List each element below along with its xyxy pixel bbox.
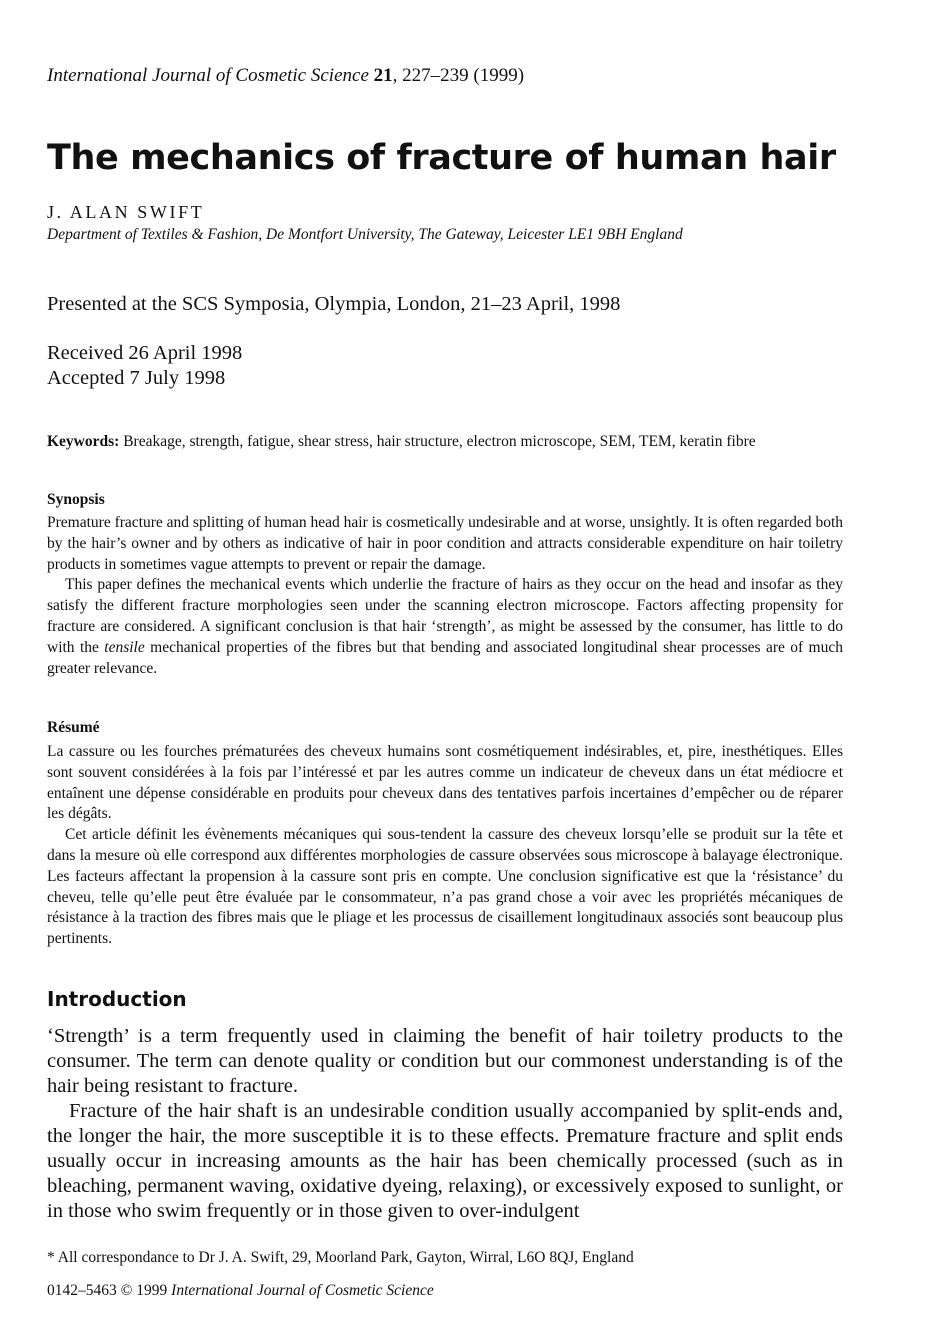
resume-body — [47, 742, 843, 950]
keywords — [47, 432, 843, 453]
received-date: Received 26 April 1998 — [47, 342, 243, 364]
keywords-label: Keywords: — [47, 433, 120, 450]
synopsis-paragraph-2 — [47, 575, 843, 679]
journal-volume: 21 — [373, 65, 393, 86]
synopsis-body — [47, 513, 843, 679]
author-affiliation: Department of Textiles & Fashion, De Montfort University, The Gateway, Leicester LE1 9BH England — [47, 226, 683, 243]
journal-name: International Journal of Cosmetic Science — [47, 65, 369, 86]
footer-journal-name: International Journal of Cosmetic Science — [171, 1282, 434, 1299]
resume-heading: Résumé — [47, 719, 100, 736]
accepted-date: Accepted 7 July 1998 — [47, 367, 226, 389]
correspondence-footnote: * All correspondance to Dr J. A. Swift, 29, Moorland Park, Gayton, Wirral, L6O 8QJ, England — [47, 1249, 634, 1266]
resume-paragraph-2: Cet article définit les évènements mécaniques qui sous-tendent la cassure des cheveux lorsqu’elle se produit sur la tête et dans la mesure où elle correspond aux différentes morphologies de cassure observées sous microscope à balayage électronique. Les facteurs affectant la propension à la cassure sont pris en compte. Une conclusion significative est que la ‘résistance’ du cheveu, telle qu’elle peut être évaluée par le consommateur, n’a pas grand chose a voir avec les propriétés mécaniques de résistance à la traction des fibres mais que le pliage et les processus de cisaillement longitudinaux associés sont beaucoup plus pertinents. — [47, 826, 843, 948]
introduction-paragraph-2: Fracture of the hair shaft is an undesirable condition usually accompanied by split-ends and, the longer the hair, the more susceptible it is to these effects. Premature fracture and split ends usually occur in increasing amounts as the hair has been chemically processed (such as in bleaching, permanent waving, oxidative dyeing, relaxing), or excessively exposed to sunlight, or in those who swim frequently or in those given to over-indulgent — [47, 1100, 843, 1222]
synopsis-paragraph-2-part-b: mechanical properties of the fibres but that bending and associated longitudinal shear processes are of much greater relevance. — [47, 638, 843, 677]
synopsis-heading: Synopsis — [47, 491, 105, 508]
article-author: J. ALAN SWIFT — [47, 202, 205, 222]
presented-note: Presented at the SCS Symposia, Olympia, London, 21–23 April, 1998 — [47, 293, 621, 315]
synopsis-emphasis: tensile — [104, 638, 145, 656]
synopsis-paragraph-1: Premature fracture and splitting of human head hair is cosmetically undesirable and at worse, unsightly. It is often regarded both by the hair’s owner and by others as indicative of hair in poor condition and attracts considerable expenditure on hair toiletry products in sometimes vague attempts to prevent or repair the damage. — [47, 514, 843, 573]
journal-citation — [47, 64, 524, 88]
copyright-line — [47, 1281, 434, 1301]
journal-pages-year: , 227–239 (1999) — [392, 65, 525, 86]
resume-paragraph-1: La cassure ou les fourches prématurées des cheveux humains sont cosmétiquement indésirables, et, pire, inesthétiques. Elles sont souvent considérées à la fois par l’intéressé et par les autres comme un indicateur de cheveux dans un état médiocre et entaînent une dépense considérable en produits pour cheveux dans des tentatives parfois incertaines d’empêcher ou de réparer les dégâts. — [47, 743, 843, 823]
copyright: © 1999 — [120, 1282, 168, 1299]
introduction-body — [47, 1024, 843, 1224]
article-dates — [47, 341, 242, 391]
introduction-heading: Introduction — [47, 987, 187, 1011]
keywords-text: Breakage, strength, fatigue, shear stress, hair structure, electron microscope, SEM, TEM, keratin fibre — [123, 433, 756, 450]
article-title: The mechanics of fracture of human hair — [47, 138, 836, 178]
synopsis-paragraph-2-part-a: This paper defines the mechanical events which underlie the fracture of hairs as they occur on the head and insofar as they satisfy the different fracture morphologies seen under the scanning electron microscope. Factors affecting propensity for fracture are considered. A significant conclusion is that hair ‘strength’, as might be assessed by the consumer, has little to do with the — [47, 576, 843, 656]
issn: 0142–5463 — [47, 1282, 117, 1299]
introduction-paragraph-1: ‘Strength’ is a term frequently used in claiming the benefit of hair toiletry products to the consumer. The term can denote quality or condition but our commonest understanding is of the hair being resistant to fracture. — [47, 1025, 843, 1097]
